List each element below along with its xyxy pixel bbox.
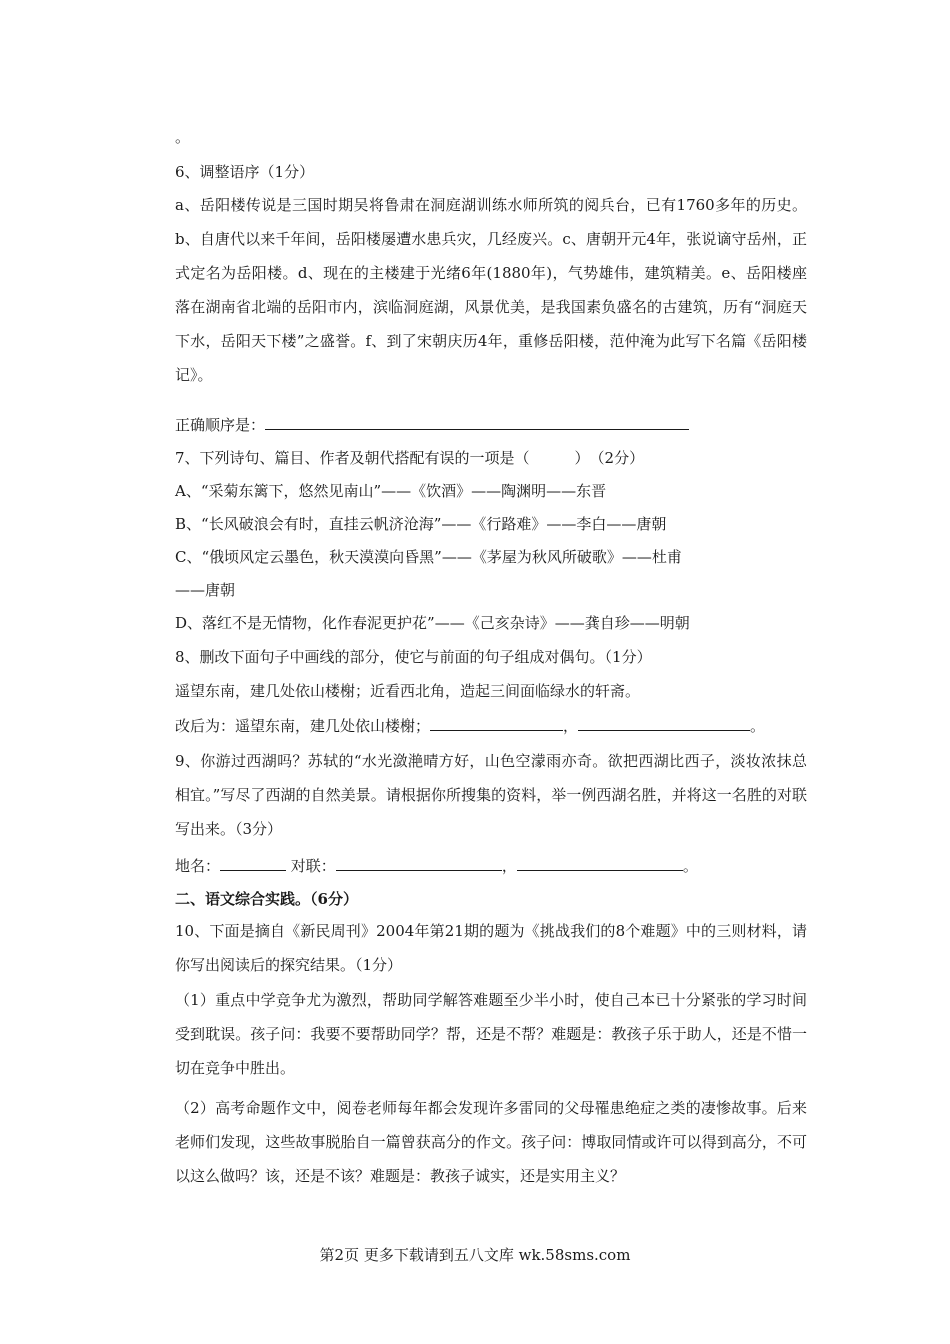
q6-answer-label: 正确顺序是： <box>175 416 266 434</box>
page-footer: 第2页 更多下载请到五八文库 wk.58sms.com <box>319 1246 631 1264</box>
q6-answer-blank[interactable] <box>265 415 689 430</box>
q9-couplet-blank-1[interactable] <box>336 856 502 871</box>
q7-option-a: A、“采菊东篱下，悠然见南山”——《饮酒》——陶渊明——东晋 <box>175 482 607 500</box>
q9-place-label: 地名： <box>175 857 221 875</box>
q7-title: 7、下列诗句、篇目、作者及朝代搭配有误的一项是（ ） （2分） <box>175 449 645 467</box>
q8-sentence: 遥望东南，建几处依山楼榭；近看西北角，造起三间面临绿水的轩斋。 <box>175 682 641 700</box>
lead-fragment: 。 <box>175 128 191 146</box>
q9-place-blank[interactable] <box>220 856 286 871</box>
q6-answer <box>175 415 689 435</box>
q7-option-c-cont: ——唐朝 <box>175 581 236 599</box>
q9-couplet-label: 对联： <box>290 857 336 875</box>
q10-material-2: （2）高考命题作文中，阅卷老师每年都会发现许多雷同的父母罹患绝症之类的凄惨故事。后来老师们发现，这些故事脱胎自一篇曾获高分的作文。孩子问：博取同情或许可以得到高分，不可以这么做吗？该，还是不该？难题是：教孩子诚实，还是实用主义？ <box>175 1099 807 1185</box>
q8-blank-2[interactable] <box>578 716 750 731</box>
q8-sep: ， <box>563 717 579 735</box>
q9-couplet-blank-2[interactable] <box>517 856 683 871</box>
q7-option-c: C、“俄顷风定云墨色，秋天漠漠向昏黑”——《茅屋为秋风所破歌》——杜甫 <box>175 548 682 566</box>
q8-title: 8、删改下面句子中画线的部分，使它与前面的句子组成对偶句。（1分） <box>175 648 652 666</box>
q8-end: 。 <box>750 717 766 735</box>
q6-title: 6、调整语序（1分） <box>175 163 315 181</box>
q9-end: 。 <box>682 857 698 875</box>
q9-answer <box>175 856 698 876</box>
q8-answer <box>175 716 765 736</box>
q8-blank-1[interactable] <box>430 716 563 731</box>
q9-body: 9、你游过西湖吗？苏轼的“水光潋滟晴方好，山色空濛雨亦奇。欲把西湖比西子，淡妆浓抹总相宜。”写尽了西湖的自然美景。请根据你所搜集的资料，举一例西湖名胜，并将这一名胜的对联写出来。（3分） <box>175 752 807 838</box>
section2-heading: 二、语文综合实践。（6分） <box>175 890 358 908</box>
q7-option-d: D、落红不是无情物，化作春泥更护花”——《己亥杂诗》——龚自珍——明朝 <box>175 614 690 632</box>
q10-material-1: （1）重点中学竞争尤为激烈，帮助同学解答难题至少半小时，使自己本已十分紧张的学习时间受到耽误。孩子问：我要不要帮助同学？帮，还是不帮？难题是：教孩子乐于助人，还是不惜一切在竞争中胜出。 <box>175 991 807 1077</box>
q6-body: a、岳阳楼传说是三国时期吴将鲁肃在洞庭湖训练水师所筑的阅兵台，已有1760多年的历史。b、自唐代以来千年间，岳阳楼屡遭水患兵灾，几经废兴。c、唐朝开元4年，张说谪守岳州，正式定名为岳阳楼。d、现在的主楼建于光绪6年(1880年)，气势雄伟，建筑精美。e、岳阳楼座落在湖南省北端的岳阳市内，滨临洞庭湖，风景优美，是我国素负盛名的古建筑，历有“洞庭天下水，岳阳天下楼”之盛誉。f、到了宋朝庆历4年，重修岳阳楼，范仲淹为此写下名篇《岳阳楼记》。 <box>175 196 807 384</box>
q10-body: 10、下面是摘自《新民周刊》2004年第21期的题为《挑战我们的8个难题》中的三则材料，请你写出阅读后的探究结果。（1分） <box>175 922 807 974</box>
q7-option-b: B、“长风破浪会有时，直挂云帆济沧海”——《行路难》——李白——唐朝 <box>175 515 667 533</box>
q9-sep: ， <box>501 857 517 875</box>
q8-answer-prefix: 改后为：遥望东南，建几处依山楼榭； <box>175 717 431 735</box>
